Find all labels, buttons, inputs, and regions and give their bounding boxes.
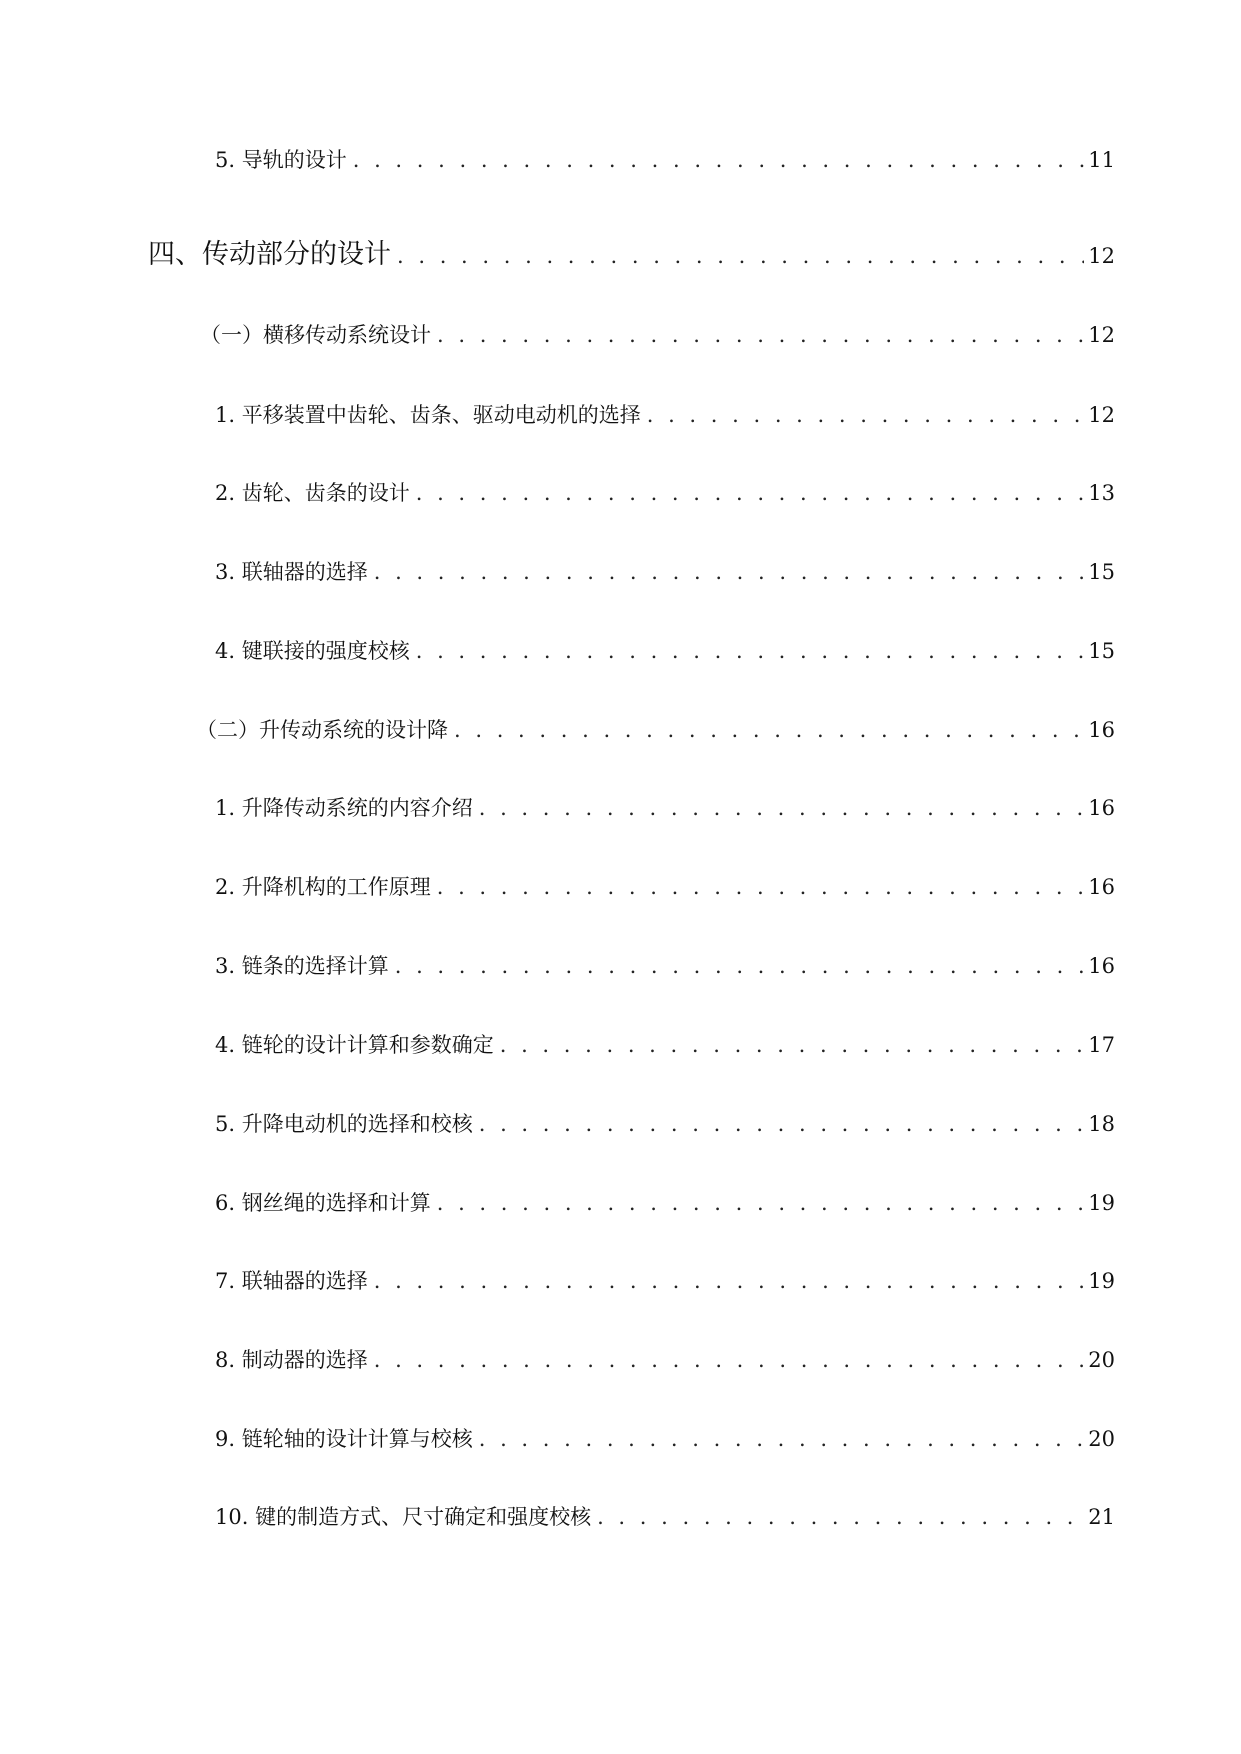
toc-entry-label: 5. 导轨的设计 <box>215 148 347 172</box>
toc-page-number: 15 <box>1088 639 1115 663</box>
toc-page-number: 19 <box>1088 1191 1115 1215</box>
toc-entry-label: 8. 制动器的选择 <box>215 1348 368 1372</box>
toc-entry-gear-rack-motor-selection[interactable] <box>215 400 1115 430</box>
toc-page-number: 12 <box>1088 403 1115 427</box>
toc-entry-label: 4. 键联接的强度校核 <box>215 639 410 663</box>
toc-page-number: 15 <box>1088 560 1115 584</box>
toc-entry-lifting-system[interactable] <box>196 715 1115 745</box>
toc-entry-label: （一）横移传动系统设计 <box>200 323 431 347</box>
toc-entry-label: 5. 升降电动机的选择和校核 <box>215 1112 473 1136</box>
dot-leader <box>374 557 1085 587</box>
toc-entry-label: 9. 链轮轴的设计计算与校核 <box>215 1427 473 1451</box>
toc-entry-wire-rope-selection[interactable] <box>215 1188 1115 1218</box>
dot-leader <box>353 145 1085 175</box>
toc-entry-label: 6. 钢丝绳的选择和计算 <box>215 1191 431 1215</box>
toc-page-number: 16 <box>1088 796 1115 820</box>
toc-page-number: 17 <box>1088 1033 1115 1057</box>
toc-entry-label: 7. 联轴器的选择 <box>215 1269 368 1293</box>
dot-leader <box>597 1502 1084 1532</box>
toc-entry-label: 2. 升降机构的工作原理 <box>215 875 431 899</box>
toc-entry-label: （二）升传动系统的设计降 <box>196 718 448 742</box>
toc-page-number: 18 <box>1088 1112 1115 1136</box>
toc-entry-sprocket-design[interactable] <box>215 1030 1115 1060</box>
dot-leader <box>479 793 1085 823</box>
dot-leader <box>437 872 1085 902</box>
toc-entry-key-manufacture-check[interactable] <box>215 1502 1115 1532</box>
toc-page-number: 21 <box>1088 1505 1115 1529</box>
toc-entry-label: 四、传动部分的设计 <box>148 239 391 270</box>
toc-entry-chain-selection[interactable] <box>215 951 1115 981</box>
dot-leader <box>454 715 1084 745</box>
toc-entry-label: 3. 联轴器的选择 <box>215 560 368 584</box>
dot-leader <box>479 1424 1085 1454</box>
toc-entry-transmission-design[interactable] <box>148 240 1115 271</box>
toc-page-number: 12 <box>1088 323 1115 347</box>
toc-page-number: 19 <box>1088 1269 1115 1293</box>
toc-page-number: 16 <box>1088 718 1115 742</box>
dot-leader <box>374 1266 1085 1296</box>
toc-page-number: 12 <box>1088 244 1115 268</box>
toc-page-number: 16 <box>1088 954 1115 978</box>
toc-page-number: 20 <box>1088 1348 1115 1372</box>
dot-leader <box>437 320 1084 350</box>
toc-entry-lift-motor-selection[interactable] <box>215 1109 1115 1139</box>
toc-entry-label: 1. 平移装置中齿轮、齿条、驱动电动机的选择 <box>215 403 641 427</box>
toc-entry-coupling-selection-2[interactable] <box>215 1266 1115 1296</box>
toc-page-number: 16 <box>1088 875 1115 899</box>
toc-page-number: 20 <box>1088 1427 1115 1451</box>
dot-leader <box>416 636 1085 666</box>
toc-entry-brake-selection[interactable] <box>215 1345 1115 1375</box>
toc-entry-label: 4. 链轮的设计计算和参数确定 <box>215 1033 494 1057</box>
toc-entry-label: 10. 键的制造方式、尺寸确定和强度校核 <box>215 1505 592 1529</box>
dot-leader <box>397 241 1084 271</box>
dot-leader <box>416 478 1085 508</box>
dot-leader <box>395 951 1085 981</box>
dot-leader <box>500 1030 1085 1060</box>
toc-entry-label: 1. 升降传动系统的内容介绍 <box>215 796 473 820</box>
dot-leader <box>647 400 1085 430</box>
toc-entry-traverse-system[interactable] <box>200 320 1115 350</box>
toc-entry-sprocket-shaft-design[interactable] <box>215 1424 1115 1454</box>
dot-leader <box>479 1109 1085 1139</box>
toc-entry-coupling-selection[interactable] <box>215 557 1115 587</box>
toc-entry-lifting-principle[interactable] <box>215 872 1115 902</box>
dot-leader <box>437 1188 1085 1218</box>
toc-entry-gear-rack-design[interactable] <box>215 478 1115 508</box>
toc-entry-key-connection-check[interactable] <box>215 636 1115 666</box>
dot-leader <box>374 1345 1085 1375</box>
toc-entry-label: 3. 链条的选择计算 <box>215 954 389 978</box>
toc-entry-lifting-system-intro[interactable] <box>215 793 1115 823</box>
toc-page-number: 11 <box>1088 148 1115 172</box>
toc-page-number: 13 <box>1088 481 1115 505</box>
toc-entry-label: 2. 齿轮、齿条的设计 <box>215 481 410 505</box>
toc-entry-guide-rail-design[interactable] <box>215 145 1115 175</box>
